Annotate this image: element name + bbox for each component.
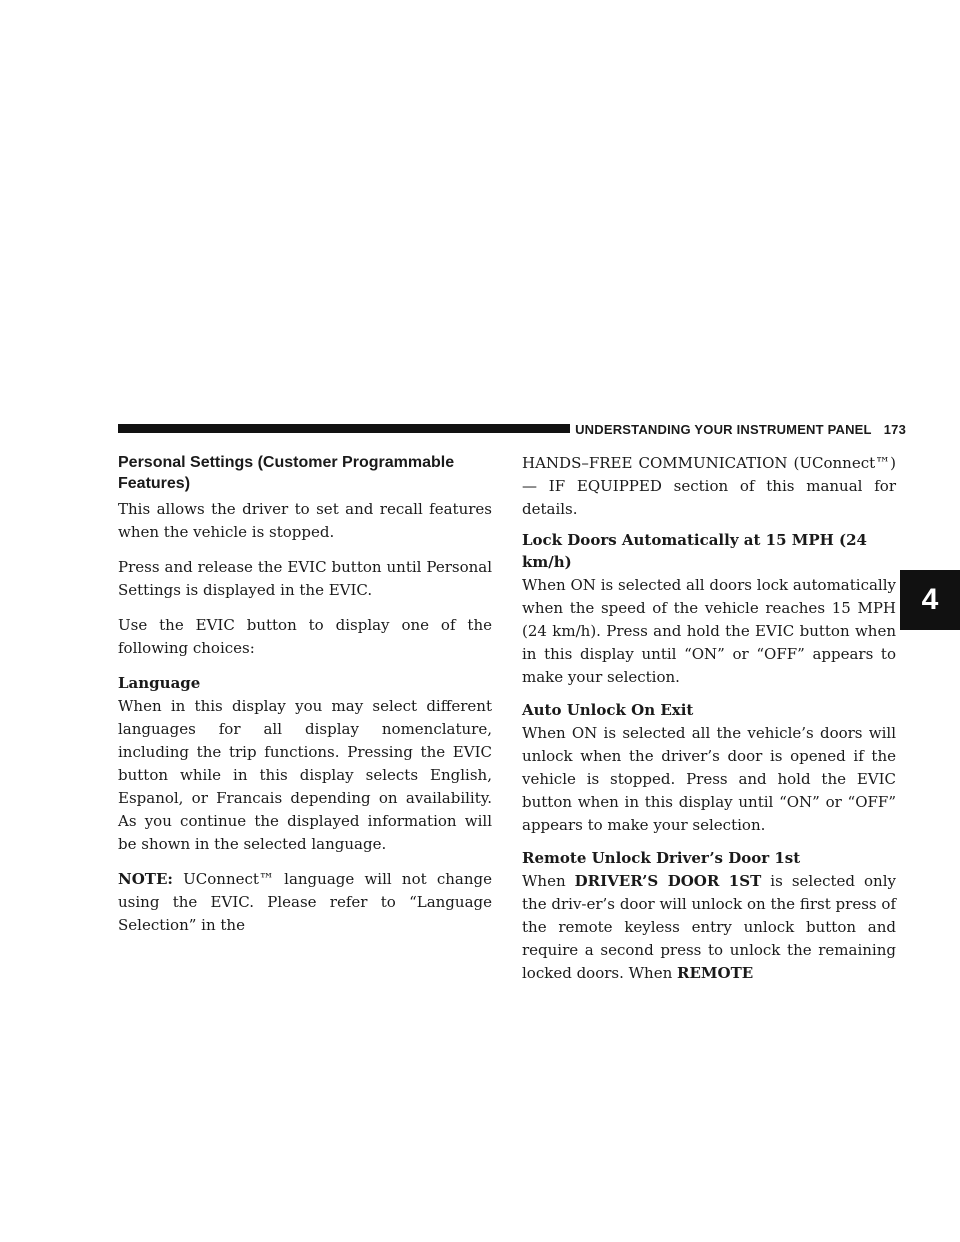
chapter-tab <box>900 570 960 630</box>
chapter-number: 4 <box>921 583 939 616</box>
running-header <box>576 418 906 440</box>
subsection-title-lock-doors: Lock Doors Automatically at 15 MPH (24 km/h) <box>522 531 867 571</box>
paragraph: Press and release the EVIC button until Personal Settings is displayed in the EVIC. <box>118 558 492 599</box>
page-number: 173 <box>883 421 906 437</box>
paragraph <box>522 870 896 985</box>
section-name: UNDERSTANDING YOUR INSTRUMENT PANEL <box>575 421 872 437</box>
bold-term: DRIVER’S DOOR 1ST <box>574 872 762 890</box>
header-rule <box>118 424 570 433</box>
subsection-title-language: Language <box>118 674 201 692</box>
left-column <box>118 452 492 949</box>
subsection-title-auto-unlock: Auto Unlock On Exit <box>522 701 694 719</box>
paragraph: This allows the driver to set and recall features when the vehicle is stopped. <box>118 500 492 541</box>
note-label: NOTE: <box>118 870 173 888</box>
bold-term: REMOTE <box>677 964 754 982</box>
paragraph: When in this display you may select different languages for all display nomenclature, including the trip functions. Pressing the EVIC button while in this display selects English, Espanol, or Francais depending on availability. As you continue the displayed information will be shown in the selected language. <box>118 697 492 853</box>
note-paragraph <box>118 868 492 937</box>
right-column <box>522 452 896 997</box>
subsection-title-remote-unlock: Remote Unlock Driver’s Door 1st <box>522 849 801 867</box>
paragraph: When ON is selected all doors lock automatically when the speed of the vehicle reaches 15 MPH (24 km/h). Press and hold the EVIC button when in this display until “ON” or “OFF” appears to make your selection. <box>522 576 896 686</box>
paragraph: Use the EVIC button to display one of the following choices: <box>118 616 492 657</box>
text-run: is selected only the driv-er’s door will unlock on the first press of the remote keyless entry unlock button and require a second press to unlock the remaining locked doors. When <box>522 872 896 982</box>
note-text: UConnect™ language will not change using the EVIC. Please refer to “Language Selection” in the <box>118 870 492 934</box>
text-run: When <box>522 872 566 890</box>
paragraph: When ON is selected all the vehicle’s doors will unlock when the driver’s door is opened if the vehicle is stopped. Press and hold the EVIC button when in this display until “ON” or “OFF” appears to make your selection. <box>522 724 896 834</box>
continued-paragraph: HANDS–FREE COMMUNICATION (UConnect™) — IF EQUIPPED section of this manual for details. <box>522 454 896 518</box>
section-title: Personal Settings (Customer Programmable Features) <box>118 454 455 492</box>
